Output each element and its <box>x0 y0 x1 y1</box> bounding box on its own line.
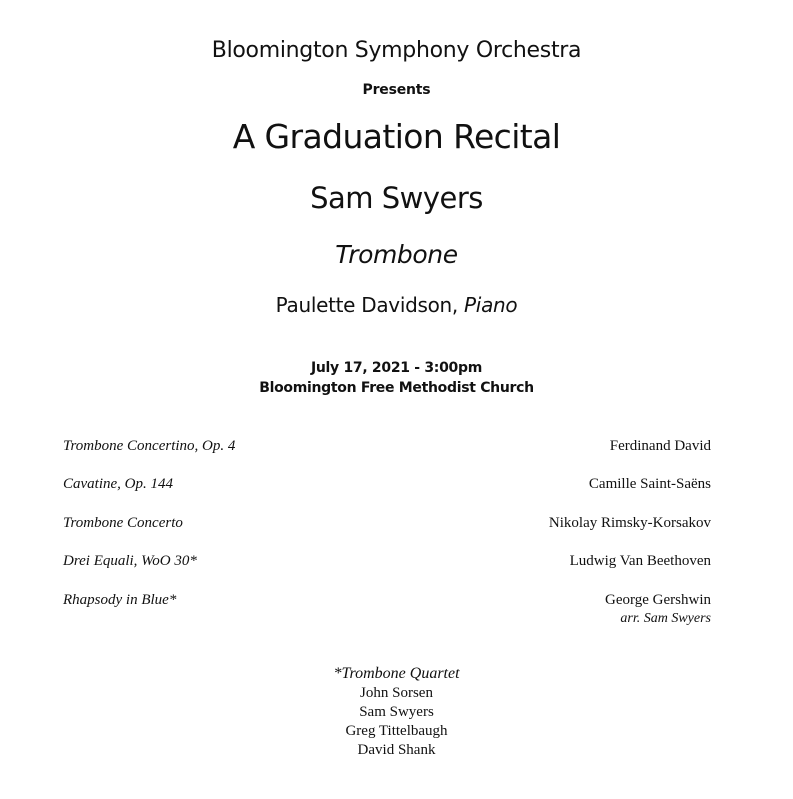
accompanist-line <box>0 293 793 317</box>
piece-title: Trombone Concerto <box>63 515 183 531</box>
composer-name: Nikolay Rimsky-Korsakov <box>548 515 711 531</box>
recital-title: A Graduation Recital <box>232 117 561 156</box>
performer-instrument: Trombone <box>335 240 458 269</box>
arranger-credit: arr. Sam Swyers <box>620 611 711 626</box>
organization-name: Bloomington Symphony Orchestra <box>211 38 582 63</box>
program-row <box>63 476 711 516</box>
piece-title: Drei Equali, WoO 30* <box>63 553 197 569</box>
quartet-member: Sam Swyers <box>359 704 434 720</box>
composer-name: Ludwig Van Beethoven <box>569 553 711 569</box>
accompanist-name: Paulette Davidson, <box>275 293 458 317</box>
presents-label: Presents <box>362 82 431 98</box>
quartet-member: Greg Tittelbaugh <box>345 723 448 739</box>
accompanist-instrument: Piano <box>464 293 518 317</box>
quartet-heading: *Trombone Quartet <box>333 665 460 682</box>
program-row <box>63 592 711 632</box>
piece-title: Trombone Concertino, Op. 4 <box>63 438 236 454</box>
piece-title: Cavatine, Op. 144 <box>63 476 173 492</box>
program-row <box>63 438 711 478</box>
performer-name: Sam Swyers <box>310 181 483 215</box>
program-row <box>63 553 711 593</box>
quartet-member: David Shank <box>357 742 436 758</box>
event-date: July 17, 2021 - 3:00pm <box>310 360 482 376</box>
program-row <box>63 515 711 555</box>
piece-title: Rhapsody in Blue* <box>63 592 177 608</box>
composer-name: George Gershwin <box>605 592 711 608</box>
quartet-member: John Sorsen <box>360 685 433 701</box>
composer-name: Ferdinand David <box>609 438 711 454</box>
composer-name: Camille Saint-Saëns <box>588 476 711 492</box>
quartet-section <box>0 664 793 760</box>
event-venue: Bloomington Free Methodist Church <box>259 380 534 396</box>
